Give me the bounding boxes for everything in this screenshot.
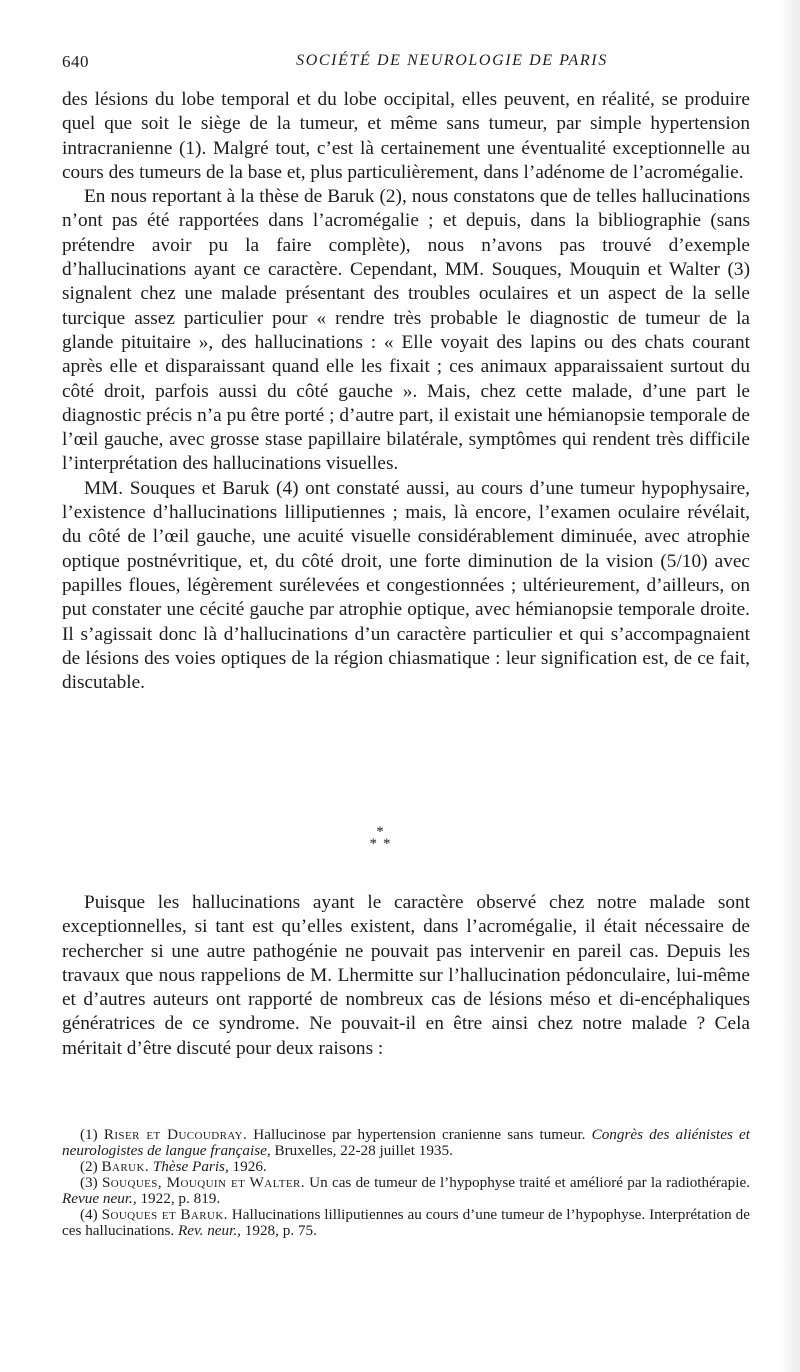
paragraph-2: En nous reportant à la thèse de Baruk (2), nous constatons que de telles hallucinations n’ont pas été rapportées dans l’acromégalie ; et depuis, dans la bibliographie (sans prétendre avoir pu la faire complète), nous n’avons pas trouvé d’exemple d’hallucinations ayant ce caractère. Cependant, MM. Souques, Mouquin et Walter (3) signalent chez une malade présentant des troubles oculaires et un aspect de la selle turcique assez particulier pour « rendre très probable le diagnostic de tumeur de la glande pituitaire », des hallucinations : « Elle voyait des lapins ou des chats courant après elle et disparaissant quand elle les fixait ; ces animaux apparaissaient surtout du côté droit, parfois aussi du côté gauche ». Mais, chez cette malade, d’une part le diagnostic précis n’a pu être porté ; d’autre part, il existait une hémianopsie temporale de l’œil gauche, avec grosse stase papillaire bilatérale, symptômes qui rendent très difficile l’interprétation des hallucinations visuelles. [62, 186, 750, 475]
footnote-2 [62, 1159, 750, 1175]
asterism-bottom: ** [369, 836, 397, 852]
footnote-rest: 1922, p. 819. [136, 1190, 221, 1207]
footnote-text: Un cas de tumeur de l’hypophyse traité et amélioré par la radiothérapie. [304, 1174, 750, 1191]
running-head [62, 52, 750, 76]
page-edge-shadow [778, 0, 800, 1372]
footnote-author: Souques et Baruk. [101, 1206, 228, 1223]
footnote-3 [62, 1175, 750, 1207]
footnote-4 [62, 1207, 750, 1239]
footnotes [62, 1127, 750, 1239]
footnote-author: Souques, Mouquin et Walter. [101, 1174, 305, 1191]
footnote-mark: (1) [80, 1126, 98, 1143]
page-number: 640 [62, 52, 89, 71]
asterism-top: * [376, 824, 384, 840]
paragraph-1: des lésions du lobe temporal et du lobe occipital, elles peuvent, en réalité, se produire quel que soit le siège de la tumeur, et même sans tumeur, par simple hypertension intracranienne (1). Malgré tout, c’est là certainement une éventualité exceptionnelle au cours des tumeurs de la base et, plus particulièrement, dans l’adénome de l’acromégalie. [62, 89, 750, 183]
section-separator-asterism [356, 826, 404, 866]
main-text-continued [62, 891, 750, 1061]
footnote-1 [62, 1127, 750, 1159]
footnote-source: Thèse Paris, [152, 1158, 229, 1175]
paragraph-3: MM. Souques et Baruk (4) ont constaté aussi, au cours d’une tumeur hypophysaire, l’existence d’hallucinations lilliputiennes ; mais, là encore, l’examen oculaire révélait, du côté de l’œil gauche, une acuité visuelle considérablement diminuée, avec atrophie optique postnévritique, et, du côté droit, une forte diminution de la vision (5/10) avec papilles floues, légèrement surélevées et congestionnées ; ultérieurement, d’ailleurs, on put constater une cécité gauche par atrophie optique, avec hémianopsie temporale droite. Il s’agissait donc là d’hallucinations d’un caractère particulier et qui s’accompagnaient de lésions des voies optiques de la région chiasmatique : leur signification est, de ce fait, discutable. [62, 477, 750, 694]
footnote-source: Rev. neur., [177, 1222, 241, 1239]
footnote-author: Baruk. [101, 1158, 150, 1175]
footnote-mark: (3) [80, 1174, 98, 1191]
journal-title: SOCIÉTÉ DE NEUROLOGIE DE PARIS [296, 52, 608, 69]
main-text [62, 88, 750, 695]
footnote-mark: (2) [80, 1158, 98, 1175]
footnote-source: Revue neur., [62, 1190, 137, 1207]
footnote-mark: (4) [80, 1206, 98, 1223]
footnote-rest: 1926. [228, 1158, 267, 1175]
footnote-rest: 1928, p. 75. [240, 1222, 317, 1239]
footnote-author: Riser et Ducoudray. [103, 1126, 248, 1143]
footnote-text: Hallucinations lilliputiennes au cours d’une tumeur de l’hypophyse. Interprétation de ces hallucinations. [62, 1206, 750, 1239]
footnote-source: Congrès des aliénistes et neurologistes de langue française, [62, 1126, 750, 1159]
footnote-text: Hallucinose par hypertension cranienne sans tumeur. [247, 1126, 592, 1143]
footnote-rest: Bruxelles, 22-28 juillet 1935. [270, 1142, 453, 1159]
paragraph-4: Puisque les hallucinations ayant le caractère observé chez notre malade sont exceptionnelles, si tant est qu’elles existent, dans l’acromégalie, il était nécessaire de rechercher si une autre pathogénie ne pouvait pas intervenir en pareil cas. Depuis les travaux que nous rappelions de M. Lhermitte sur l’hallucination pédonculaire, lui-même et d’autres auteurs ont rapporté de nombreux cas de lésions méso et di-encéphaliques génératrices de ce syndrome. Ne pouvait-il en être ainsi chez notre malade ? Cela méritait d’être discuté pour deux raisons : [62, 892, 750, 1059]
